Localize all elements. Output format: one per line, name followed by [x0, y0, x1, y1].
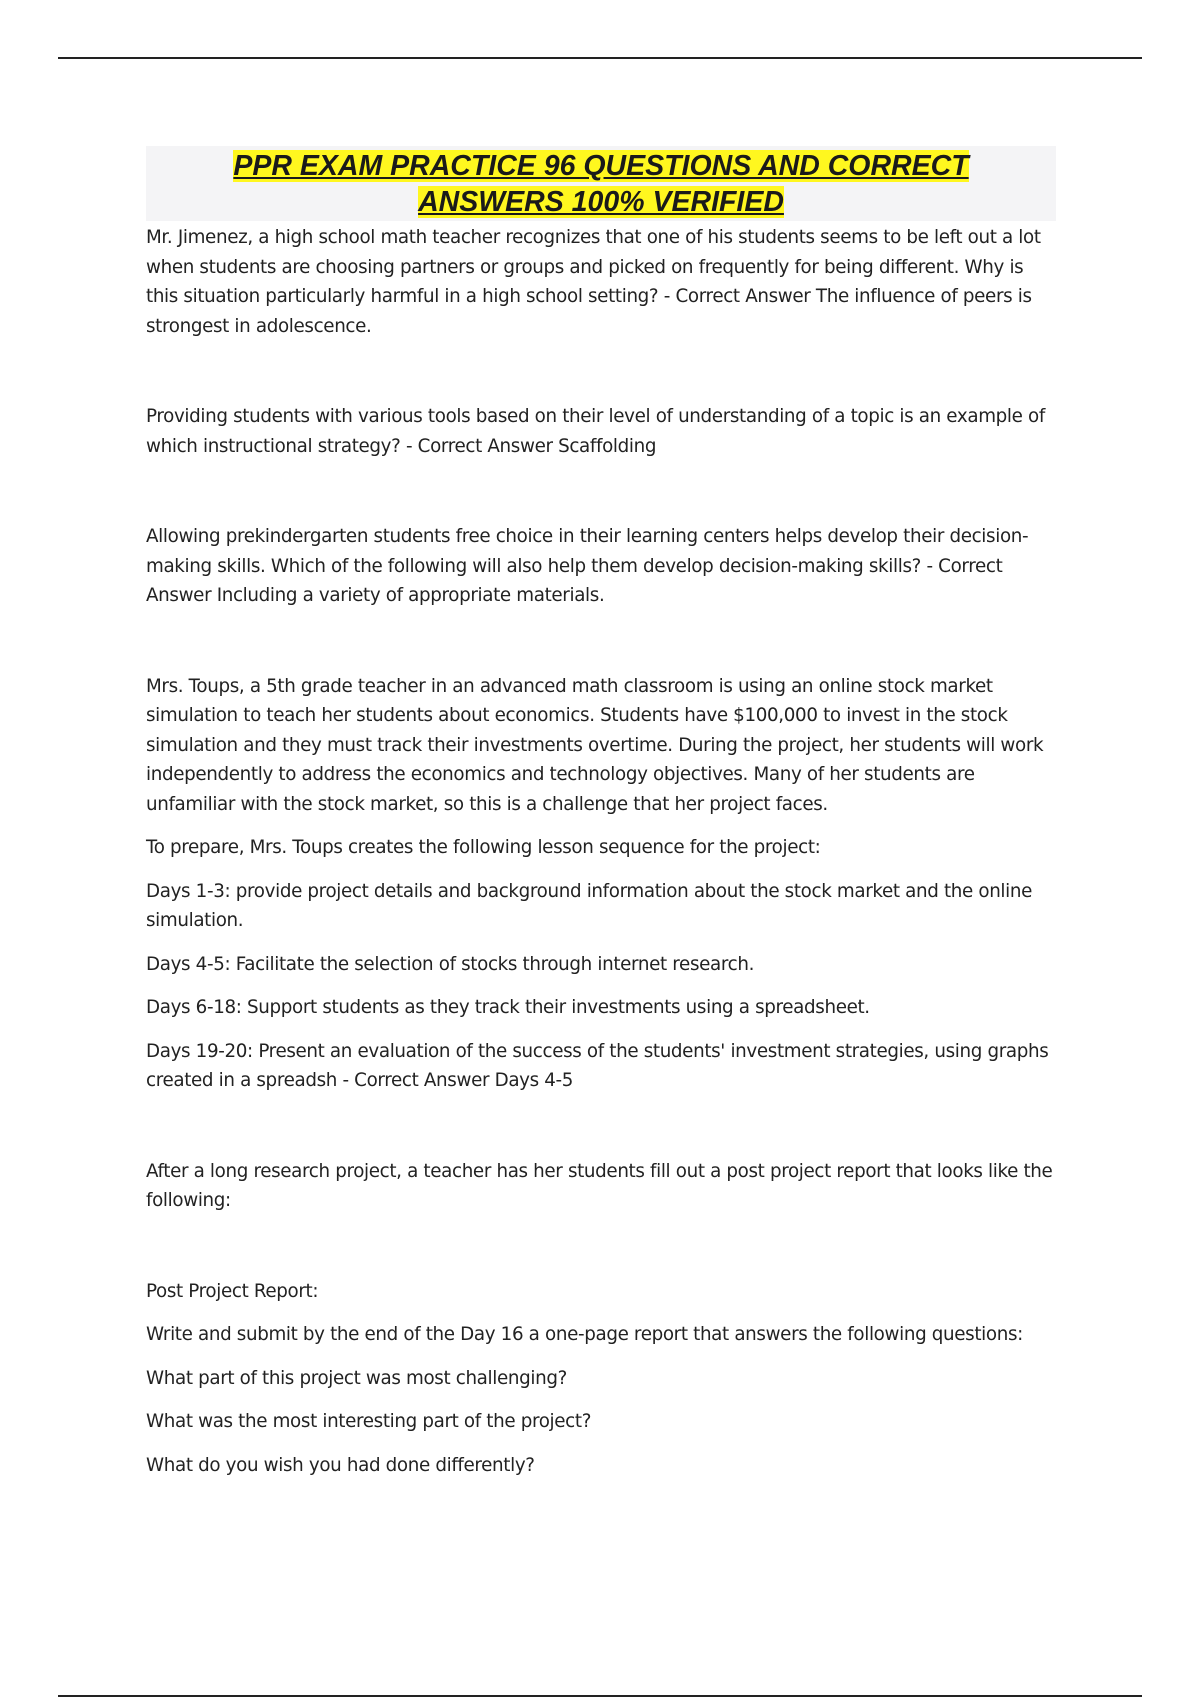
report-question-challenging: What part of this project was most challenging?: [146, 1367, 567, 1389]
report-question-interesting: What was the most interesting part of the project?: [146, 1411, 592, 1432]
lesson-days-19-20: Days 19-20: Present an evaluation of the success of the students' investment strategies, using graphs created in a spreadsh - Correct Answer Days 4-5: [146, 1040, 1049, 1091]
document-title: [146, 146, 1056, 221]
lesson-days-4-5: Days 4-5: Facilitate the selection of stocks through internet research.: [146, 953, 755, 975]
question-paragraph-post-project: After a long research project, a teacher has her students fill out a post project report that looks like the following:: [146, 1160, 1053, 1211]
question-list: [146, 223, 1056, 1480]
report-question-differently: What do you wish you had done differently?: [146, 1454, 535, 1476]
question-paragraph-prekindergarten: Allowing prekindergarten students free choice in their learning centers helps develop their decision-making skills. Which of the following will also help them develop decision-making skills? - Correct Answer Including a variety of appropriate materials.: [146, 526, 1029, 606]
question-paragraph-jimenez: Mr. Jimenez, a high school math teacher recognizes that one of his students seems to be left out a lot when students are choosing partners or groups and picked on frequently for being different. Why is this situation particularly harmful in a high school setting? - Correct Answer The influence of peers is strongest in adolescence.: [146, 227, 1041, 337]
lesson-days-1-3: Days 1-3: provide project details and background information about the stock market and the online simulation.: [146, 880, 1033, 931]
question-paragraph-scaffolding: Providing students with various tools based on their level of understanding of a topic is an example of which instructional strategy? - Correct Answer Scaffolding: [146, 406, 1045, 457]
title-line-1: PPR EXAM PRACTICE 96 QUESTIONS AND CORRECT: [233, 150, 969, 182]
report-instructions: Write and submit by the end of the Day 16 a one-page report that answers the following questions:: [146, 1324, 1023, 1345]
lesson-days-6-18: Days 6-18: Support students as they track their investments using a spreadsheet.: [146, 997, 870, 1018]
document-body: [146, 146, 1056, 1480]
lesson-sequence-intro: To prepare, Mrs. Toups creates the following lesson sequence for the project:: [146, 837, 821, 858]
header-rule: [58, 57, 1142, 59]
title-line-2: ANSWERS 100% VERIFIED: [418, 186, 784, 218]
report-heading: Post Project Report:: [146, 1280, 319, 1302]
question-paragraph-toups: Mrs. Toups, a 5th grade teacher in an advanced math classroom is using an online stock market simulation to teach her students about economics. Students have $100,000 to invest in the stock simulation and they must track their investments overtime. During the project, her students will work independently to address the economics and technology objectives. Many of her students are unfamiliar with the stock market, so this is a challenge that her project faces.: [146, 675, 1044, 815]
footer-rule: [58, 1695, 1142, 1697]
